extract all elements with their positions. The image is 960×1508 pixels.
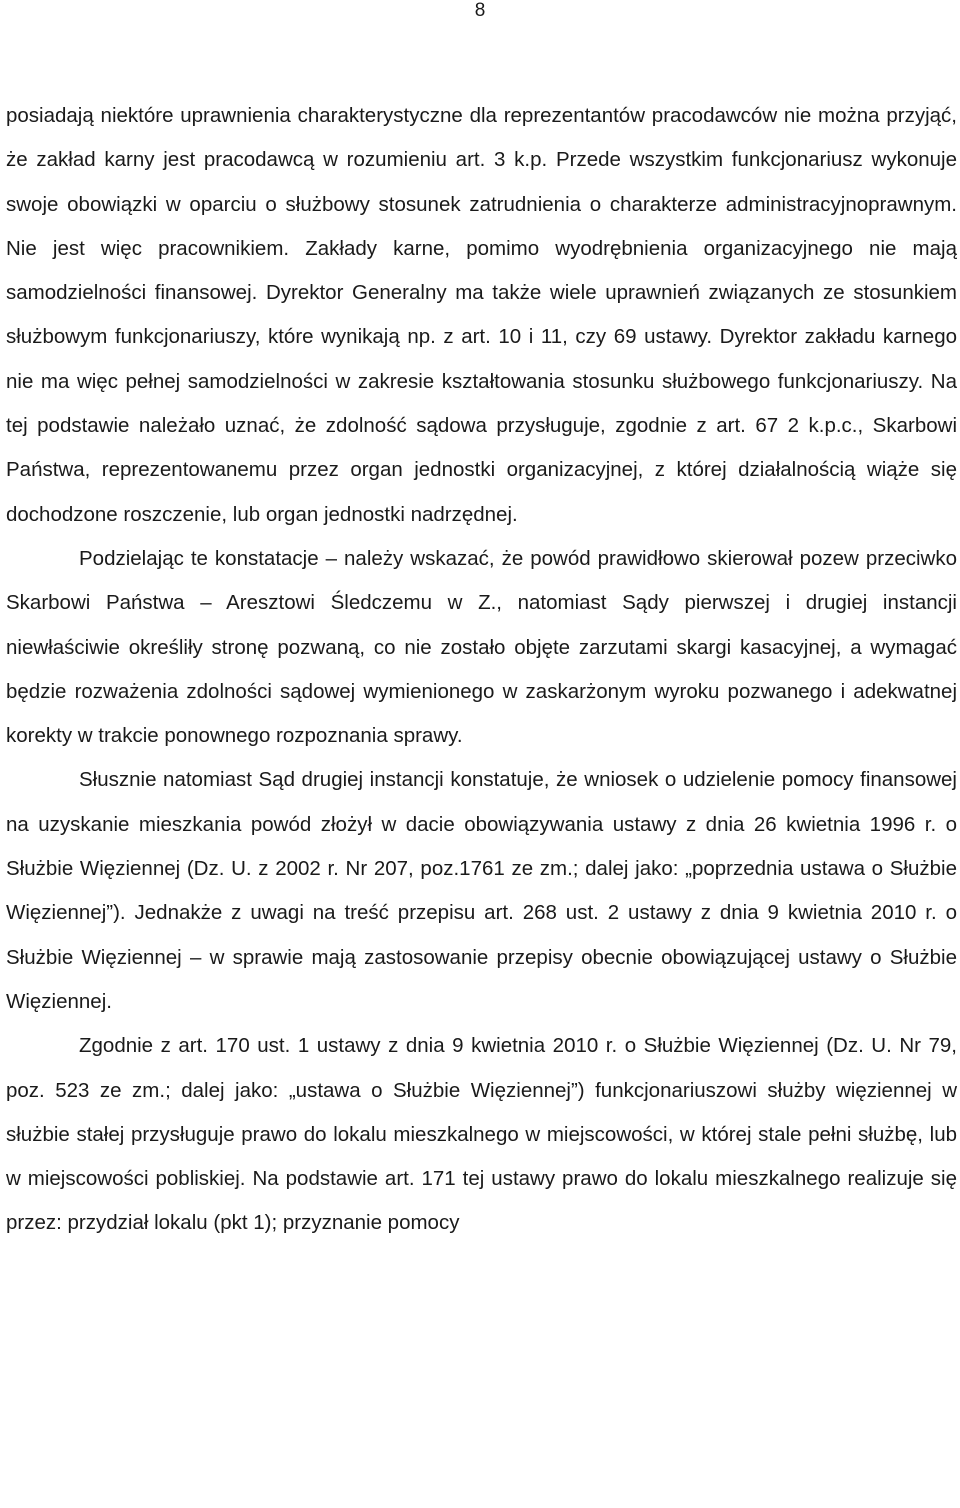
paragraph-slusznie: Słusznie natomiast Sąd drugiej instancji konstatuje, że wniosek o udzielenie pomocy finansowej na uzyskanie mieszkania powód złożył w dacie obowiązywania ustawy z dnia 26 kwietnia 1996 r. o Służbie Więziennej (Dz. U. z 2002 r. Nr 207, poz.1761 ze zm.; dalej jako: „poprzednia ustawa o Służbie Więziennej”). Jednakże z uwagi na treść przepisu art. 268 ust. 2 ustawy z dnia 9 kwietnia 2010 r. o Służbie Więziennej – w sprawie mają zastosowanie przepisy obecnie obowiązującej ustawy o Służbie Więziennej. — [6, 768, 957, 1013]
page-number: 8 — [474, 0, 486, 21]
paragraph-zgodnie: Zgodnie z art. 170 ust. 1 ustawy z dnia 9 kwietnia 2010 r. o Służbie Więziennej (Dz. U. Nr 79, poz. 523 ze zm.; dalej jako: „ustawa o Służbie Więziennej”) funkcjonariuszowi służby więziennej w służbie stałej przysługuje prawo do lokalu mieszkalnego w miejscowości, w której stale pełni służbę, lub w miejscowości pobliskiej. Na podstawie art. 171 tej ustawy prawo do lokalu mieszkalnego realizuje się przez: przydział lokalu (pkt 1); przyznanie pomocy — [6, 1034, 957, 1235]
document-body — [6, 94, 957, 1246]
paragraph-continuation: posiadają niektóre uprawnienia charakterystyczne dla reprezentantów pracodawców nie można przyjąć, że zakład karny jest pracodawcą w rozumieniu art. 3 k.p. Przede wszystkim funkcjonariusz wykonuje swoje obowiązki w oparciu o służbowy stosunek zatrudnienia o charakterze administracyjnoprawnym. Nie jest więc pracownikiem. Zakłady karne, pomimo wyodrębnienia organizacyjnego nie mają samodzielności finansowej. Dyrektor Generalny ma także wiele uprawnień związanych ze stosunkiem służbowym funkcjonariuszy, które wynikają np. z art. 10 i 11, czy 69 ustawy. Dyrektor zakładu karnego nie ma więc pełnej samodzielności w zakresie kształtowania stosunku służbowego funkcjonariuszy. Na tej podstawie należało uznać, że zdolność sądowa przysługuje, zgodnie z art. 67 2 k.p.c., Skarbowi Państwa, reprezentowanemu przez organ jednostki organizacyjnej, z której działalnością wiąże się dochodzone roszczenie, lub organ jednostki nadrzędnej. — [6, 104, 957, 526]
paragraph-podzielajac: Podzielając te konstatacje – należy wskazać, że powód prawidłowo skierował pozew przeciwko Skarbowi Państwa – Aresztowi Śledczemu w Z., natomiast Sądy pierwszej i drugiej instancji niewłaściwie określiły stronę pozwaną, co nie zostało objęte zarzutami skargi kasacyjnej, a wymagać będzie rozważenia zdolności sądowej wymienionego w zaskarżonym wyroku pozwanego i adekwatnej korekty w trakcie ponownego rozpoznania sprawy. — [6, 546, 957, 748]
